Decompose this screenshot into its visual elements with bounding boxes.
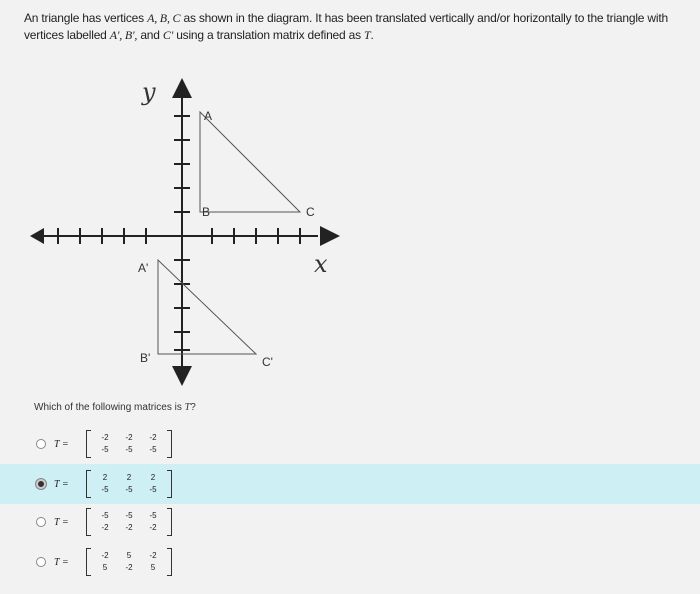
x-axis (36, 228, 318, 244)
matrix-cell: -2 (149, 433, 157, 442)
answer-option-2[interactable] (0, 464, 700, 504)
x-axis-right-arrow (320, 226, 340, 246)
y-axis-label: y (142, 78, 156, 106)
matrix-cell: -2 (149, 551, 157, 560)
triangle-abc-prime (158, 260, 256, 354)
question-symbol: T (184, 402, 191, 413)
x-axis-left-arrow (30, 228, 44, 244)
matrix-cell: -5 (125, 445, 133, 454)
problem-text-part: vertices labelled (24, 28, 110, 42)
option-label: T = (54, 516, 69, 528)
matrix-cell: -2 (101, 523, 109, 532)
x-axis-label: x (314, 250, 328, 278)
matrix-cell: -2 (125, 433, 133, 442)
matrix-cell: 5 (126, 551, 132, 560)
coordinate-diagram (0, 60, 360, 390)
matrix-cell: 5 (150, 563, 156, 572)
problem-text-part: and (137, 28, 163, 42)
matrix-cell: -2 (101, 551, 109, 560)
question-part: Which of the following matrices is (34, 402, 185, 413)
matrix-cell: -2 (125, 523, 133, 532)
vertex-b-label: B (202, 205, 211, 219)
matrix-cell: -5 (149, 485, 157, 494)
vertex-prime-c-label: C' (162, 28, 174, 42)
right-bracket (167, 430, 172, 458)
matrix-cell: -5 (149, 511, 157, 520)
y-axis-down-arrow (172, 366, 192, 386)
matrix-cell: 2 (102, 473, 108, 482)
option-label: T = (54, 556, 69, 568)
triangle-abc (200, 112, 300, 212)
matrix (86, 508, 172, 536)
right-bracket (167, 508, 172, 536)
radio-button-selected[interactable] (36, 479, 46, 489)
matrix-symbol: T (364, 28, 371, 42)
vertices-prime-label: A', B', (109, 28, 138, 42)
answer-option-3[interactable] (0, 502, 700, 542)
matrix-cell: -5 (125, 485, 133, 494)
vertices-label: A, B, C (147, 11, 181, 25)
matrix-cell: 2 (150, 473, 156, 482)
vertex-a-prime-label: A' (138, 261, 149, 275)
matrix-cell: -5 (125, 511, 133, 520)
option-label: T = (54, 438, 69, 450)
radio-button[interactable] (36, 557, 46, 567)
matrix-cell: -2 (149, 523, 157, 532)
right-bracket (167, 548, 172, 576)
vertex-a-label: A (204, 109, 213, 123)
y-axis (174, 92, 190, 370)
right-bracket (167, 470, 172, 498)
matrix-cell: -5 (149, 445, 157, 454)
answer-option-1[interactable] (0, 424, 700, 464)
radio-button[interactable] (36, 517, 46, 527)
matrix-cell: -2 (125, 563, 133, 572)
question-text (34, 402, 196, 413)
matrix-cell: -5 (101, 511, 109, 520)
matrix (86, 430, 172, 458)
radio-button[interactable] (36, 439, 46, 449)
y-axis-up-arrow (172, 78, 192, 98)
matrix (86, 470, 172, 498)
answer-option-4[interactable] (0, 542, 700, 582)
problem-text-part: . (370, 28, 374, 42)
problem-text-part: as shown in the diagram. It has been translated vertically and/or horizontally to the triangle with (180, 11, 668, 25)
option-label: T = (54, 478, 69, 490)
problem-text-part: using a translation matrix defined as (173, 28, 365, 42)
matrix (86, 548, 172, 576)
matrix-cell: 2 (126, 473, 132, 482)
vertex-c-prime-label: C' (262, 355, 273, 369)
matrix-cell: 5 (102, 563, 108, 572)
vertex-c-label: C (306, 205, 315, 219)
problem-text-part: An triangle has vertices (24, 11, 148, 25)
matrix-cell: -5 (101, 485, 109, 494)
matrix-cell: -5 (101, 445, 109, 454)
matrix-cell: -2 (101, 433, 109, 442)
question-part: ? (190, 402, 196, 413)
vertex-b-prime-label: B' (140, 351, 151, 365)
problem-statement (24, 10, 684, 44)
